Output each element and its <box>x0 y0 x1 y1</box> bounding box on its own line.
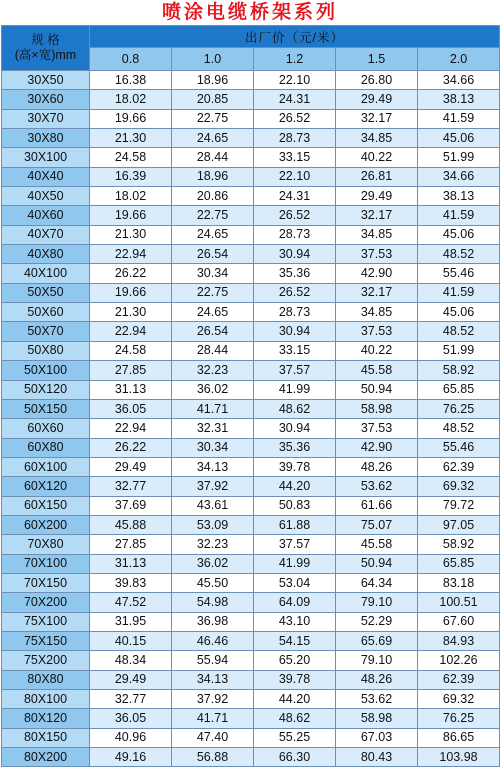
price-cell: 58.92 <box>418 535 500 554</box>
price-cell: 32.17 <box>336 206 418 225</box>
price-cell: 39.83 <box>90 573 172 592</box>
price-cell: 46.46 <box>172 631 254 650</box>
price-cell: 26.52 <box>254 206 336 225</box>
price-cell: 65.85 <box>418 554 500 573</box>
table-row <box>2 554 500 573</box>
price-cell: 34.85 <box>336 129 418 148</box>
price-cell: 19.66 <box>90 283 172 302</box>
price-cell: 79.10 <box>336 593 418 612</box>
price-cell: 26.81 <box>336 167 418 186</box>
table-row <box>2 109 500 128</box>
spec-cell: 30X50 <box>2 71 90 90</box>
price-cell: 26.54 <box>172 245 254 264</box>
price-cell: 19.66 <box>90 109 172 128</box>
table-row <box>2 361 500 380</box>
price-cell: 41.59 <box>418 109 500 128</box>
price-cell: 62.39 <box>418 457 500 476</box>
price-cell: 20.85 <box>172 90 254 109</box>
table-row <box>2 71 500 90</box>
table-row <box>2 419 500 438</box>
table-row <box>2 496 500 515</box>
thickness-header: 1.2 <box>254 48 336 71</box>
thickness-header: 0.8 <box>90 48 172 71</box>
price-cell: 21.30 <box>90 129 172 148</box>
table-row <box>2 167 500 186</box>
price-cell: 26.80 <box>336 71 418 90</box>
price-cell: 36.05 <box>90 399 172 418</box>
spec-cell: 75X200 <box>2 651 90 670</box>
table-row <box>2 728 500 747</box>
price-cell: 41.71 <box>172 399 254 418</box>
spec-cell: 30X60 <box>2 90 90 109</box>
price-cell: 40.96 <box>90 728 172 747</box>
price-cell: 48.26 <box>336 670 418 689</box>
price-cell: 32.17 <box>336 109 418 128</box>
page-title: 喷涂电缆桥架系列 <box>161 1 338 23</box>
price-cell: 22.75 <box>172 283 254 302</box>
price-cell: 48.52 <box>418 245 500 264</box>
price-cell: 103.98 <box>418 748 500 767</box>
price-cell: 37.53 <box>336 322 418 341</box>
price-cell: 34.13 <box>172 670 254 689</box>
table-row <box>2 515 500 534</box>
price-cell: 36.02 <box>172 554 254 573</box>
price-cell: 43.10 <box>254 612 336 631</box>
price-cell: 102.26 <box>418 651 500 670</box>
price-cell: 80.43 <box>336 748 418 767</box>
price-cell: 41.99 <box>254 380 336 399</box>
table-row <box>2 129 500 148</box>
price-cell: 32.31 <box>172 419 254 438</box>
price-cell: 42.90 <box>336 438 418 457</box>
table-row <box>2 245 500 264</box>
table-row <box>2 380 500 399</box>
spec-cell: 70X200 <box>2 593 90 612</box>
spec-cell: 50X120 <box>2 380 90 399</box>
price-cell: 67.03 <box>336 728 418 747</box>
spec-cell: 60X60 <box>2 419 90 438</box>
price-cell: 50.83 <box>254 496 336 515</box>
price-cell: 35.36 <box>254 264 336 283</box>
price-cell: 50.94 <box>336 380 418 399</box>
price-cell: 53.62 <box>336 477 418 496</box>
table-row <box>2 187 500 206</box>
spec-cell: 75X150 <box>2 631 90 650</box>
price-cell: 39.78 <box>254 457 336 476</box>
thickness-header: 1.0 <box>172 48 254 71</box>
price-cell: 65.20 <box>254 651 336 670</box>
price-cell: 55.25 <box>254 728 336 747</box>
table-row <box>2 438 500 457</box>
price-cell: 37.69 <box>90 496 172 515</box>
price-cell: 45.88 <box>90 515 172 534</box>
price-cell: 22.94 <box>90 322 172 341</box>
price-cell: 56.88 <box>172 748 254 767</box>
price-cell: 21.30 <box>90 303 172 322</box>
spec-cell: 80X100 <box>2 690 90 709</box>
price-cell: 33.15 <box>254 148 336 167</box>
price-cell: 48.62 <box>254 709 336 728</box>
price-cell: 83.18 <box>418 573 500 592</box>
price-cell: 34.66 <box>418 167 500 186</box>
price-cell: 37.57 <box>254 361 336 380</box>
price-cell: 40.22 <box>336 341 418 360</box>
spec-cell: 50X80 <box>2 341 90 360</box>
price-cell: 34.85 <box>336 225 418 244</box>
price-cell: 53.04 <box>254 573 336 592</box>
price-cell: 58.98 <box>336 709 418 728</box>
price-cell: 64.34 <box>336 573 418 592</box>
price-cell: 32.23 <box>172 361 254 380</box>
price-cell: 24.58 <box>90 148 172 167</box>
price-cell: 39.78 <box>254 670 336 689</box>
price-cell: 65.85 <box>418 380 500 399</box>
price-cell: 36.98 <box>172 612 254 631</box>
table-row <box>2 399 500 418</box>
spec-cell: 40X60 <box>2 206 90 225</box>
spec-cell: 60X200 <box>2 515 90 534</box>
price-cell: 47.52 <box>90 593 172 612</box>
spec-cell: 80X150 <box>2 728 90 747</box>
price-cell: 30.34 <box>172 438 254 457</box>
table-row <box>2 477 500 496</box>
price-cell: 26.22 <box>90 264 172 283</box>
table-row <box>2 670 500 689</box>
price-cell: 28.44 <box>172 341 254 360</box>
price-cell: 26.52 <box>254 283 336 302</box>
spec-cell: 50X150 <box>2 399 90 418</box>
spec-header <box>2 26 90 71</box>
thickness-header: 2.0 <box>418 48 500 71</box>
price-cell: 28.44 <box>172 148 254 167</box>
table-row <box>2 206 500 225</box>
price-cell: 19.66 <box>90 206 172 225</box>
price-cell: 45.06 <box>418 303 500 322</box>
spec-cell: 40X70 <box>2 225 90 244</box>
price-cell: 42.90 <box>336 264 418 283</box>
price-cell: 48.26 <box>336 457 418 476</box>
price-cell: 32.23 <box>172 535 254 554</box>
price-cell: 29.49 <box>336 187 418 206</box>
table-row <box>2 535 500 554</box>
table-row <box>2 651 500 670</box>
price-cell: 18.02 <box>90 90 172 109</box>
price-cell: 24.65 <box>172 303 254 322</box>
spec-cell: 60X100 <box>2 457 90 476</box>
spec-header-line2: (高×宽)mm <box>14 48 77 62</box>
table-row <box>2 322 500 341</box>
price-cell: 51.99 <box>418 341 500 360</box>
price-cell: 22.75 <box>172 206 254 225</box>
table-row <box>2 90 500 109</box>
table-row <box>2 225 500 244</box>
price-cell: 22.94 <box>90 419 172 438</box>
table-body <box>2 71 500 767</box>
price-cell: 53.62 <box>336 690 418 709</box>
price-cell: 38.13 <box>418 187 500 206</box>
price-cell: 31.13 <box>90 380 172 399</box>
price-cell: 31.13 <box>90 554 172 573</box>
price-cell: 37.57 <box>254 535 336 554</box>
spec-cell: 50X60 <box>2 303 90 322</box>
spec-cell: 30X70 <box>2 109 90 128</box>
price-cell: 32.77 <box>90 477 172 496</box>
price-cell: 41.99 <box>254 554 336 573</box>
thickness-header: 1.5 <box>336 48 418 71</box>
spec-cell: 50X70 <box>2 322 90 341</box>
spec-cell: 50X100 <box>2 361 90 380</box>
price-cell: 48.34 <box>90 651 172 670</box>
table-row <box>2 457 500 476</box>
price-cell: 45.50 <box>172 573 254 592</box>
table-row <box>2 593 500 612</box>
price-cell: 69.32 <box>418 477 500 496</box>
price-cell: 75.07 <box>336 515 418 534</box>
spec-cell: 80X200 <box>2 748 90 767</box>
price-cell: 62.39 <box>418 670 500 689</box>
price-cell: 40.22 <box>336 148 418 167</box>
price-cell: 30.34 <box>172 264 254 283</box>
spec-header-line1: 规 格 <box>31 33 60 47</box>
price-cell: 34.13 <box>172 457 254 476</box>
price-cell: 32.77 <box>90 690 172 709</box>
price-cell: 58.92 <box>418 361 500 380</box>
price-cell: 61.88 <box>254 515 336 534</box>
price-cell: 52.29 <box>336 612 418 631</box>
price-cell: 22.94 <box>90 245 172 264</box>
price-cell: 16.39 <box>90 167 172 186</box>
price-cell: 36.02 <box>172 380 254 399</box>
price-cell: 16.38 <box>90 71 172 90</box>
price-cell: 65.69 <box>336 631 418 650</box>
price-group-header: 出厂价（元/米） <box>90 26 500 48</box>
price-cell: 54.15 <box>254 631 336 650</box>
price-cell: 34.66 <box>418 71 500 90</box>
price-cell: 26.22 <box>90 438 172 457</box>
price-cell: 30.94 <box>254 322 336 341</box>
spec-cell: 80X80 <box>2 670 90 689</box>
price-cell: 28.73 <box>254 129 336 148</box>
table-row <box>2 631 500 650</box>
price-cell: 55.94 <box>172 651 254 670</box>
price-cell: 84.93 <box>418 631 500 650</box>
price-cell: 18.96 <box>172 71 254 90</box>
price-cell: 34.85 <box>336 303 418 322</box>
price-cell: 41.59 <box>418 283 500 302</box>
price-cell: 41.59 <box>418 206 500 225</box>
spec-cell: 75X100 <box>2 612 90 631</box>
price-cell: 79.10 <box>336 651 418 670</box>
price-cell: 76.25 <box>418 709 500 728</box>
price-cell: 29.49 <box>336 90 418 109</box>
table-row <box>2 303 500 322</box>
price-cell: 26.52 <box>254 109 336 128</box>
price-cell: 37.92 <box>172 477 254 496</box>
price-cell: 48.62 <box>254 399 336 418</box>
spec-cell: 40X100 <box>2 264 90 283</box>
price-cell: 58.98 <box>336 399 418 418</box>
price-cell: 86.65 <box>418 728 500 747</box>
price-cell: 76.25 <box>418 399 500 418</box>
table-row <box>2 612 500 631</box>
spec-cell: 40X40 <box>2 167 90 186</box>
price-cell: 22.75 <box>172 109 254 128</box>
price-cell: 44.20 <box>254 690 336 709</box>
price-cell: 50.94 <box>336 554 418 573</box>
spec-cell: 60X80 <box>2 438 90 457</box>
price-cell: 44.20 <box>254 477 336 496</box>
spec-cell: 80X120 <box>2 709 90 728</box>
spec-cell: 70X150 <box>2 573 90 592</box>
price-cell: 41.71 <box>172 709 254 728</box>
spec-cell: 60X150 <box>2 496 90 515</box>
price-cell: 27.85 <box>90 535 172 554</box>
price-cell: 37.92 <box>172 690 254 709</box>
table-row <box>2 264 500 283</box>
spec-cell: 70X100 <box>2 554 90 573</box>
spec-cell: 50X50 <box>2 283 90 302</box>
price-cell: 43.61 <box>172 496 254 515</box>
price-cell: 69.32 <box>418 690 500 709</box>
price-cell: 54.98 <box>172 593 254 612</box>
price-cell: 26.54 <box>172 322 254 341</box>
price-cell: 40.15 <box>90 631 172 650</box>
price-cell: 21.30 <box>90 225 172 244</box>
price-cell: 45.58 <box>336 535 418 554</box>
price-cell: 28.73 <box>254 303 336 322</box>
price-cell: 22.10 <box>254 71 336 90</box>
price-cell: 53.09 <box>172 515 254 534</box>
price-cell: 100.51 <box>418 593 500 612</box>
price-cell: 33.15 <box>254 341 336 360</box>
price-cell: 45.58 <box>336 361 418 380</box>
table-row <box>2 148 500 167</box>
price-cell: 20.86 <box>172 187 254 206</box>
price-cell: 79.72 <box>418 496 500 515</box>
price-cell: 97.05 <box>418 515 500 534</box>
price-cell: 24.65 <box>172 129 254 148</box>
price-cell: 30.94 <box>254 245 336 264</box>
price-cell: 18.96 <box>172 167 254 186</box>
table-row <box>2 748 500 767</box>
price-cell: 36.05 <box>90 709 172 728</box>
price-cell: 37.53 <box>336 419 418 438</box>
price-cell: 24.58 <box>90 341 172 360</box>
table-row <box>2 690 500 709</box>
spec-cell: 40X50 <box>2 187 90 206</box>
table-row <box>2 573 500 592</box>
spec-cell: 30X80 <box>2 129 90 148</box>
price-cell: 45.06 <box>418 225 500 244</box>
price-cell: 24.31 <box>254 90 336 109</box>
price-cell: 67.60 <box>418 612 500 631</box>
price-cell: 28.73 <box>254 225 336 244</box>
price-cell: 66.30 <box>254 748 336 767</box>
price-cell: 35.36 <box>254 438 336 457</box>
price-cell: 64.09 <box>254 593 336 612</box>
spec-cell: 70X80 <box>2 535 90 554</box>
price-cell: 24.65 <box>172 225 254 244</box>
price-cell: 47.40 <box>172 728 254 747</box>
price-table <box>1 25 500 767</box>
price-cell: 61.66 <box>336 496 418 515</box>
price-cell: 31.95 <box>90 612 172 631</box>
price-cell: 32.17 <box>336 283 418 302</box>
spec-cell: 60X120 <box>2 477 90 496</box>
price-cell: 22.10 <box>254 167 336 186</box>
spec-cell: 30X100 <box>2 148 90 167</box>
table-row <box>2 341 500 360</box>
table-row <box>2 283 500 302</box>
price-cell: 37.53 <box>336 245 418 264</box>
price-cell: 48.52 <box>418 419 500 438</box>
price-cell: 27.85 <box>90 361 172 380</box>
table-row <box>2 709 500 728</box>
price-cell: 51.99 <box>418 148 500 167</box>
price-cell: 49.16 <box>90 748 172 767</box>
price-cell: 48.52 <box>418 322 500 341</box>
price-cell: 29.49 <box>90 457 172 476</box>
price-cell: 55.46 <box>418 438 500 457</box>
spec-cell: 40X80 <box>2 245 90 264</box>
price-cell: 29.49 <box>90 670 172 689</box>
price-cell: 45.06 <box>418 129 500 148</box>
price-cell: 30.94 <box>254 419 336 438</box>
price-cell: 38.13 <box>418 90 500 109</box>
price-cell: 18.02 <box>90 187 172 206</box>
price-cell: 24.31 <box>254 187 336 206</box>
price-cell: 55.46 <box>418 264 500 283</box>
